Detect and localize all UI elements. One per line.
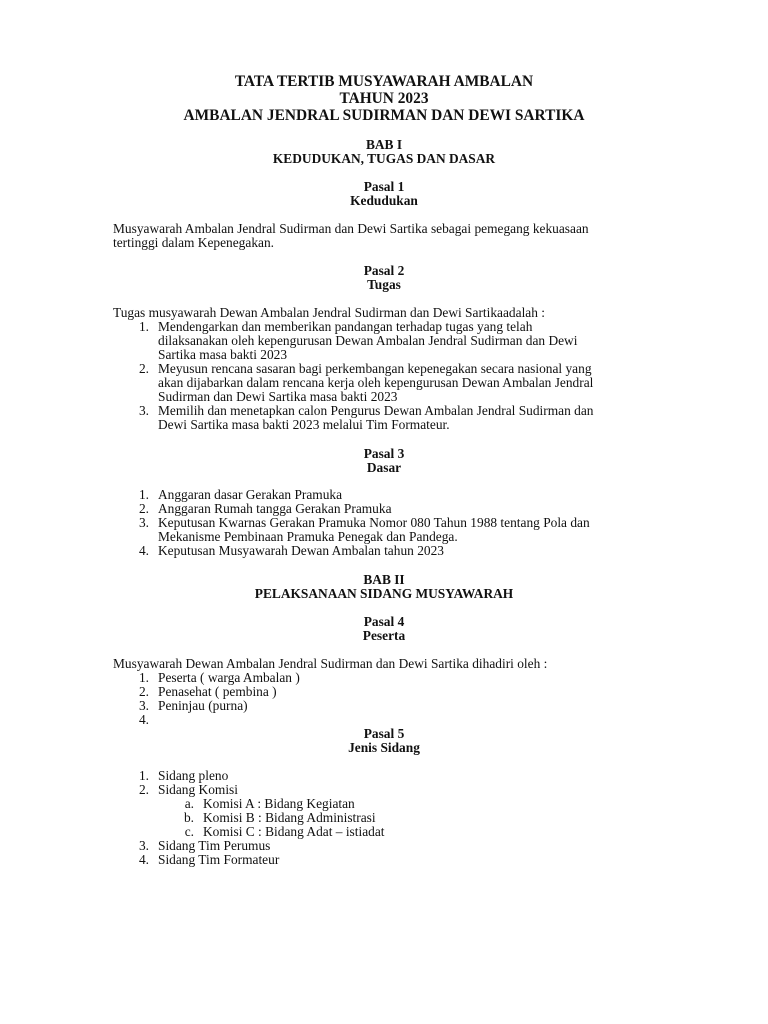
pasal-5-label: Pasal 5	[363, 726, 405, 741]
sub-list-letter: a.	[184, 796, 194, 811]
bab-2-title: PELAKSANAAN SIDANG MUSYAWARAH	[254, 586, 514, 601]
list-number: 3.	[138, 838, 149, 853]
list-text: Peserta ( warga Ambalan )	[158, 670, 300, 685]
list-text: Peninjau (purna)	[158, 698, 248, 713]
list-text: Mendengarkan dan memberikan pandangan terhadap tugas yang telah	[158, 319, 533, 334]
list-text: Keputusan Musyawarah Dewan Ambalan tahun 2023	[158, 543, 444, 558]
pasal-1-paragraph-line: Musyawarah Ambalan Jendral Sudirman dan Dewi Sartika sebagai pemegang kekuasaan	[113, 221, 589, 236]
list-number: 4.	[138, 712, 149, 727]
list-text: Penasehat ( pembina )	[158, 684, 277, 699]
list-number: 1.	[138, 487, 149, 502]
list-number: 1.	[138, 319, 149, 334]
pasal-2-title: Tugas	[367, 277, 401, 292]
list-number: 3.	[138, 403, 149, 418]
list-text-continued: Mekanisme Pembinaan Pramuka Penegak dan Pandega.	[158, 529, 458, 544]
list-text-continued: akan dijabarkan dalam rencana kerja oleh kepengurusan Dewan Ambalan Jendral	[158, 375, 594, 390]
document-title-line-2: TAHUN 2023	[339, 90, 429, 107]
bab-2-label: BAB II	[363, 572, 405, 587]
list-text: Sidang Tim Formateur	[158, 852, 280, 867]
list-text-continued: dilaksanakan oleh kepengurusan Dewan Ambalan Jendral Sudirman dan Dewi	[158, 333, 578, 348]
pasal-1-paragraph-line: tertinggi dalam Kepenegakan.	[113, 235, 274, 250]
list-number: 3.	[138, 698, 149, 713]
list-number: 4.	[138, 852, 149, 867]
pasal-1-title: Kedudukan	[350, 193, 418, 208]
list-text: Anggaran dasar Gerakan Pramuka	[158, 487, 343, 502]
pasal-4-title: Peserta	[362, 628, 406, 643]
bab-1-label: BAB I	[365, 137, 403, 152]
pasal-2-label: Pasal 2	[363, 263, 405, 278]
document-title-line-3: AMBALAN JENDRAL SUDIRMAN DAN DEWI SARTIKA	[183, 107, 585, 124]
pasal-4-label: Pasal 4	[363, 614, 405, 629]
pasal-2-intro: Tugas musyawarah Dewan Ambalan Jendral Sudirman dan Dewi Sartikaadalah :	[113, 305, 545, 320]
pasal-5-title: Jenis Sidang	[348, 740, 420, 755]
sub-list-text: Komisi A : Bidang Kegiatan	[203, 796, 355, 811]
list-number: 1.	[138, 670, 149, 685]
list-number: 1.	[138, 768, 149, 783]
list-text: Sidang pleno	[158, 768, 229, 783]
list-number: 4.	[138, 543, 149, 558]
sub-list-letter: c.	[184, 824, 194, 839]
bab-1-title: KEDUDUKAN, TUGAS DAN DASAR	[272, 151, 496, 166]
list-number: 2.	[138, 361, 149, 376]
list-text: Anggaran Rumah tangga Gerakan Pramuka	[158, 501, 392, 516]
list-number: 3.	[138, 515, 149, 530]
pasal-3-label: Pasal 3	[363, 446, 405, 461]
list-text: Memilih dan menetapkan calon Pengurus Dewan Ambalan Jendral Sudirman dan	[158, 403, 594, 418]
sub-list-text: Komisi B : Bidang Administrasi	[203, 810, 376, 825]
pasal-3-title: Dasar	[366, 460, 402, 475]
list-number: 2.	[138, 782, 149, 797]
pasal-4-intro: Musyawarah Dewan Ambalan Jendral Sudirman dan Dewi Sartika dihadiri oleh :	[113, 656, 548, 671]
list-text: Sidang Komisi	[158, 782, 238, 797]
list-number: 2.	[138, 501, 149, 516]
pasal-1-label: Pasal 1	[363, 179, 405, 194]
list-number: 2.	[138, 684, 149, 699]
list-text: Sidang Tim Perumus	[158, 838, 271, 853]
sub-list-letter: b.	[183, 810, 194, 825]
list-text-continued: Dewi Sartika masa bakti 2023 melalui Tim Formateur.	[158, 417, 450, 432]
list-text-continued: Sudirman dan Dewi Sartika masa bakti 2023	[158, 389, 398, 404]
list-text: Meyusun rencana sasaran bagi perkembangan kepenegakan secara nasional yang	[158, 361, 592, 376]
list-text: Keputusan Kwarnas Gerakan Pramuka Nomor 080 Tahun 1988 tentang Pola dan	[158, 515, 590, 530]
document-title-line-1: TATA TERTIB MUSYAWARAH AMBALAN	[234, 73, 534, 90]
list-text-continued: Sartika masa bakti 2023	[158, 347, 288, 362]
sub-list-text: Komisi C : Bidang Adat – istiadat	[203, 824, 385, 839]
